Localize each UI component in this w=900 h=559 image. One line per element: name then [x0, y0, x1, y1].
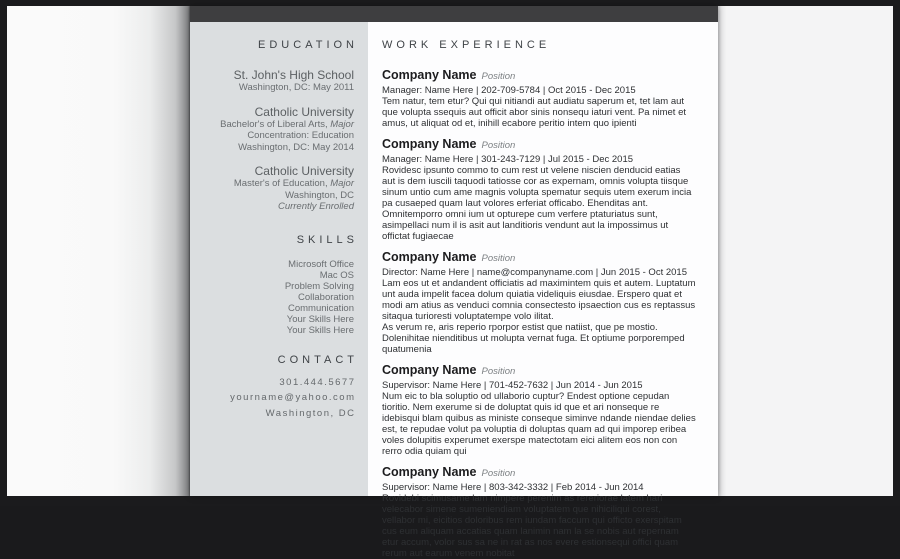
school-name: St. John's High School — [233, 68, 354, 82]
school-concentration: Concentration: Education — [247, 130, 354, 141]
job-entry — [382, 465, 696, 559]
job-entry — [382, 137, 696, 242]
job-header — [382, 137, 696, 153]
company-name: Company Name — [382, 363, 477, 377]
job-position: Position — [481, 468, 516, 479]
work-experience-column — [368, 22, 718, 559]
job-entry — [382, 250, 696, 355]
job-meta-line: Manager: Name Here | 202-709-5784 | Oct 2015 - Dec 2015 — [382, 85, 636, 96]
skills-section-heading: SKILLS — [296, 233, 358, 246]
school-status — [200, 201, 354, 213]
resume-sidebar — [190, 22, 368, 496]
skill-item: Microsoft Office — [288, 258, 354, 270]
resume-body — [190, 22, 718, 559]
job-description: Rovidesc ipsunto commo to cum rest ut velene niscien denducid eatias aut is dem iuscili taquodi tatiosse cor as expernam, omnis volupta tiisque sinum untio cum ame magnis volupta spematur sequis utem exerum incia pa cusaeped quam laut volores erferiat officabo. Ehenditas ant. — [382, 165, 692, 209]
resume-header-bar — [190, 6, 718, 22]
job-header — [382, 250, 696, 266]
school-name: Catholic University — [254, 104, 354, 119]
degree-major-text: Major — [330, 178, 354, 189]
contact-location: Washington, DC — [265, 407, 356, 419]
job-entry — [382, 363, 696, 457]
job-description: Tem natur, tem etur? Qui qui nitiandi aut audiatu saperum et, tet lam aut que volupta ssequis aut officit abor sinis nonsequ iaturi vent. Pa nimet et amus, ut aliquat od et, inihill ecabore peritio intem quo ipienti — [382, 96, 687, 129]
contact-phone: 301.444.5677 — [279, 376, 356, 388]
education-entry — [200, 164, 354, 213]
contact-email: yourname@yahoo.com — [230, 392, 356, 403]
degree-major-text: Major — [330, 118, 354, 130]
skill-item: Your Skills Here — [286, 313, 354, 325]
company-name: Company Name — [382, 137, 477, 151]
company-name: Company Name — [382, 465, 477, 479]
education-entry — [200, 68, 354, 94]
job-header — [382, 363, 696, 379]
job-position: Position — [481, 366, 516, 377]
job-entry — [382, 68, 696, 129]
job-meta-line: Supervisor: Name Here | 803-342-3332 | Feb 2014 - Jun 2014 — [382, 482, 644, 493]
degree-text: Master's of Education, — [233, 178, 331, 189]
school-degree — [200, 178, 354, 190]
backdrop-page-right — [718, 6, 893, 496]
job-header — [382, 68, 696, 84]
job-meta-line: Manager: Name Here | 301-243-7129 | Jul 2015 - Dec 2015 — [382, 154, 634, 165]
school-name: Catholic University — [254, 164, 354, 178]
education-entry — [200, 105, 354, 154]
contact-section-heading: CONTACT — [277, 353, 358, 366]
job-position: Position — [481, 140, 516, 151]
job-description: Rovidebi scimusame lam nimpere perenim as rereriorae latem hari velecabor simene sumeniendiam voluptatem que nihiciliqui corest, vellabor mi, eicitios doloribus rem iundam faccum qui officto exerspitam cus eum aliquam accatias quam lanimin nam la se nobis aut repernam etur accum, volor sus sa ne in rat as nos evere estionsequi offici quam rerum aut earum venem nobitat — [382, 493, 682, 559]
degree-text: Bachelor's of Liberal Arts, — [220, 118, 331, 130]
skill-item: Your Skills Here — [286, 324, 354, 336]
skill-item: Communication — [288, 302, 354, 314]
job-description: Num eic to bla soluptio od ullaborio cuptur? Endest optione cepudan tioritio. Nem exerume si de doluptat quis id que et ari nonseque re idebisqui blam quibus as ministe conseque siminve ndande niendae delies est, te repudae volut pa voluptia di doluptas quam ad qui imporep eribea voles dolupitis experumet exerspe matectotam eici alitem eos non con rerro odia quiam qui — [382, 391, 696, 457]
enrollment-status-text: Currently Enrolled — [277, 201, 354, 212]
work-experience-heading: WORK EXPERIENCE — [382, 39, 551, 51]
education-section-heading: EDUCATION — [258, 39, 358, 51]
skill-item: Problem Solving — [284, 280, 354, 292]
school-location-date: Washington, DC — [285, 189, 354, 201]
job-description: Lam eos ut et andandent officiatis ad maximintem quis et autem. Luptatum unt auda impelit facea dolum quiatia videliquis eiusdae. Erspero quat et modi am atius as venduci comnia consectesto ipsaection cus es reptassus sitaqua turioresti voluptatempe volo ilitat. — [382, 278, 696, 322]
job-header — [382, 465, 696, 481]
job-description: As verum re, aris reperio rporpor estist que natiist, que pe mostio. Dolenihitae nienditibus ut molupta vernat fuga. Et optiume porporemped quatumenia — [382, 322, 685, 355]
backdrop-page-left — [7, 6, 190, 496]
job-meta-line: Director: Name Here | name@companyname.com | Jun 2015 - Oct 2015 — [382, 267, 687, 278]
skill-item: Collaboration — [298, 291, 354, 303]
job-position: Position — [481, 71, 516, 82]
school-degree — [200, 119, 354, 131]
company-name: Company Name — [382, 68, 477, 82]
school-location-date: Washington, DC: May 2014 — [238, 141, 354, 153]
resume-document — [190, 6, 718, 559]
skill-item: Mac OS — [319, 269, 354, 281]
company-name: Company Name — [382, 250, 477, 264]
job-position: Position — [481, 253, 516, 264]
school-location-date: Washington, DC: May 2011 — [238, 82, 354, 93]
job-description: Omnitemporro omni ium ut opturepe cum verfere ptaturiatus sunt, asimpellaci num il is asit aut landitioris vendunt aut la impossimus ut offictat fugiaecae — [382, 209, 669, 242]
job-meta-line: Supervisor: Name Here | 701-452-7632 | Jun 2014 - Jun 2015 — [382, 380, 643, 391]
